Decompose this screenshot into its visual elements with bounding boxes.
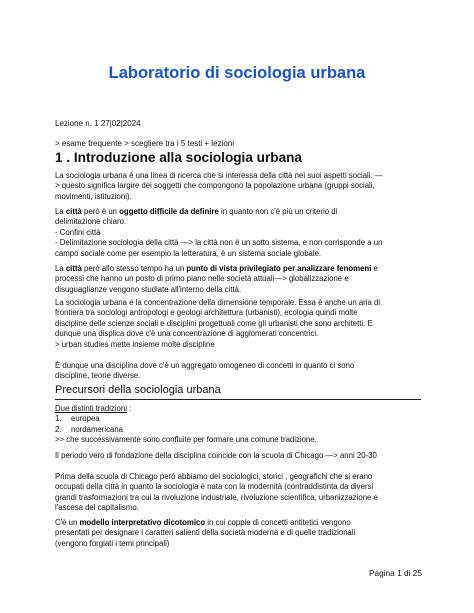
paragraph-aggregate — [55, 361, 421, 382]
text-run: però è un — [81, 207, 120, 216]
text-run: : — [126, 404, 132, 413]
text-line — [55, 207, 421, 217]
text-line: grandi trasformazioni tra cui la rivoluzione industriale, rivoluzione scientifica, urbanizzazione e — [55, 492, 378, 502]
text-line: delimitazione chiaro. — [55, 217, 127, 227]
text-line: > questo significa largire dei soggetti che compongono la popolazione urbana (gruppi sociali, — [55, 181, 375, 191]
text-run: La — [55, 207, 66, 216]
section-heading: 1 . Introduzione alla sociologia urbana — [55, 150, 302, 165]
paragraph-disciplines — [55, 298, 421, 340]
text-run: La — [55, 264, 66, 273]
text-line: frontiera tra sociologi antropologi e geologi architettura (urbanisti), ecologia quindi molte — [55, 308, 358, 318]
list-text: nordamericana — [71, 424, 124, 434]
list-text: europea — [71, 414, 100, 424]
text-line: > urban studies mette insieme molte discipline — [55, 340, 215, 349]
text-line: La sociologia urbana e la concentrazione della dimensione temporale. Essa è anche un aria di — [55, 298, 381, 307]
text-line: È dunque una disciplina dove c'è un aggregato omogeneo di concetti in quanto ci sono — [55, 361, 355, 370]
text-line: movimenti, istituzioni). — [55, 191, 132, 201]
paragraph-intro — [55, 171, 421, 202]
traditions-label-line — [55, 404, 421, 414]
paragraph-chicago — [55, 451, 421, 461]
text-run: e — [371, 264, 378, 273]
text-run: in quanto non c'è più un criterio di — [218, 207, 338, 216]
text-line: occupati della città in quanto la sociologia è nata con la modernità (contraddistinta da diversi — [55, 482, 374, 492]
heading-divider — [55, 399, 421, 400]
text-run: però allo stesso tempo ha un — [81, 264, 187, 273]
paragraph-modernity — [55, 472, 421, 514]
highlight-text: città — [65, 207, 82, 216]
text-line: La sociologia urbana è una linea di ricerca che si interessa della città nei suoi aspetti sociali. — — [55, 171, 383, 180]
highlight-text: modello interpretativo dicotomico — [79, 518, 206, 527]
list-item — [55, 425, 421, 435]
traditions-label: Due distinti tradizioni — [55, 404, 127, 413]
highlight-text: oggetto difficile da definire — [119, 207, 219, 216]
text-line: Il periodo vero di fondazione della disciplina coincide con la scuola di Chicago —> anni 20-30 — [55, 451, 377, 460]
text-line: discipline, teorie diverse. — [55, 371, 141, 381]
highlight-text: città — [65, 264, 82, 273]
document-title: Laboratorio di sociologia urbana — [108, 64, 366, 82]
paragraph-dichotomic-model — [55, 518, 421, 549]
subsection-heading: Precursori della sociologia urbana — [55, 384, 221, 396]
paragraph-city-viewpoint — [55, 264, 421, 295]
page-number: Pagina 1 di 25 — [368, 568, 422, 578]
text-line: (vengono forgiati i temi principali) — [55, 538, 170, 548]
text-line — [55, 518, 421, 528]
text-line: processi che hanno un posto di primo piano nelle società attuali—> globalizzazione e — [55, 274, 349, 284]
text-line — [55, 264, 421, 274]
traditions-list — [55, 404, 421, 446]
text-line: presentati per designare i caratteri salienti della società moderna e di quelle tradizionali — [55, 528, 356, 538]
exam-note: > esame frequente > scegliere tra i 5 testi + lezioni — [55, 139, 234, 148]
text-line: l'ascesa del capitalismo. — [55, 503, 139, 513]
lesson-info: Lezione n. 1 27|02|2024 — [55, 119, 141, 128]
text-line: disuguaglianze vengono studiate all'interno della città. — [55, 284, 242, 294]
list-number: 1. — [55, 414, 62, 424]
text-run: C'è un — [55, 518, 80, 527]
text-run: in cui coppie di concetti antitetici vengono — [205, 518, 351, 527]
text-line: discipline delle scienze sociali e disciplini progettuali come gli urbanisti che sono architetti. E — [55, 318, 373, 328]
paragraph-city-definition — [55, 207, 421, 259]
highlight-text: punto di vista privilegiato per analizzare fenomeni — [186, 264, 372, 273]
text-line: - Confini città — [55, 227, 101, 237]
text-line: >> che successivamente sono confluite per formare una comune tradizione. — [55, 435, 317, 445]
paragraph-urban-studies — [55, 340, 421, 350]
text-line: - Delimitazione sociologia della città —> la città non è un sotto sistema, e non corrisponde a un — [55, 238, 383, 248]
text-line: campo sociale come per esempio la letteratura, è un sistema sociale globale. — [55, 248, 322, 258]
list-item — [55, 414, 421, 424]
list-number: 2. — [55, 424, 62, 434]
text-line: Prima della scuola di Chicago però abbiamo dei sociologici, storici , geografichi che si erano — [55, 472, 373, 481]
text-line: dunque una displica dove c'è una concentrazione di agglomerati concentrici. — [55, 329, 319, 339]
